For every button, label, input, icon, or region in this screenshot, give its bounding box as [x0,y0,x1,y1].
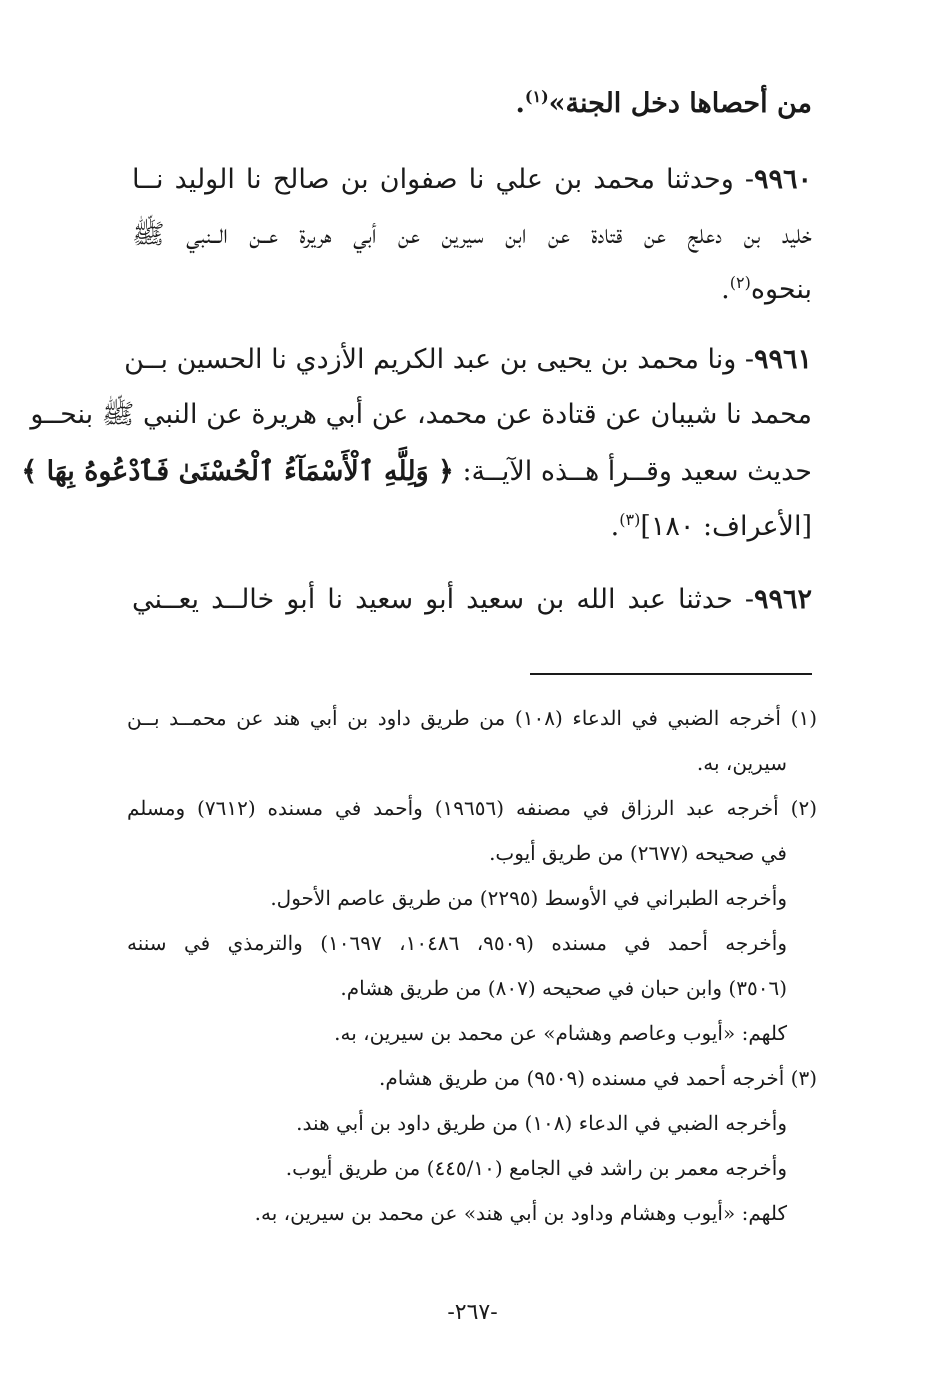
footnote-separator [530,673,812,675]
hadith-text: - حدثنا عبد الله بن سعيد أبو سعيد نا أبو خالــد يعــني [132,584,754,615]
hadith-number: ٩٩٦٠ [753,164,812,195]
hadith-note-ref: (٣) [619,510,641,529]
footnote-line: كلهم: «أيوب وعاصم وهشام» عن محمد بن سيرين، به. [334,1021,787,1045]
hadith-text: حديث سعيد وقــرأ هــذه الآيــة: [462,456,812,487]
footnote-line: كلهم: «أيوب وهشام وداود بن أبي هند» عن محمد بن سيرين، به. [254,1201,787,1225]
hadith-9962-line-1 [132,580,812,620]
heading-note-ref: (١) [524,87,549,106]
hadith-number: ٩٩٦٢ [753,584,812,615]
footnote-line: (٢) أخرجه عبد الرزاق في مصنفه (١٩٦٥٦) وأحمد في مسنده (٧٦١٢) ومسلم [127,796,817,820]
quran-verse: ﴿ وَلِلَّهِ ٱلْأَسْمَآءُ ٱلْحُسْنَىٰ فَٱدْعُوهُ بِهَا ﴾ [21,456,454,487]
footnote-line: وأخرجه الطبراني في الأوسط (٢٢٩٥) من طريق عاصم الأحول. [270,886,787,910]
footnote-line: في صحيحه (٢٦٧٧) من طريق أيوب. [489,841,787,865]
page-number: -٢٦٧- [447,1300,498,1325]
footnote-line: (٣٥٠٦) وابن حبان في صحيحه (٨٠٧) من طريق هشام. [340,976,787,1000]
hadith-note-ref: (٢) [729,273,751,292]
footnote-line: وأخرجه الضبي في الدعاء (١٠٨) من طريق داود بن أبي هند. [296,1111,787,1135]
footnote-line: سيرين، به. [696,751,787,775]
hadith-9961-line-4: [الأعراف: ١٨٠]$^{(٣)}$. [610,510,812,542]
footnote-line: وأخرجه معمر بن راشد في الجامع (٤٤٥/١٠) من طريق أيوب. [285,1156,787,1180]
hadith-9961-line-2: محمد نا شيبان عن قتادة عن محمد، عن أبي هريرة عن النبي ﷺ بنحــو [30,399,812,430]
heading-line: من أحصاها دخل الجنة»$^{(١)}$. [515,87,812,119]
footnote-line: (١) أخرجه الضبي في الدعاء (١٠٨) من طريق داود بن أبي هند عن محمــد بــن [127,706,817,730]
footnote-line: (٣) أخرجه أحمد في مسنده (٩٥٠٩) من طريق هشام. [379,1066,817,1090]
quran-citation: [الأعراف: ١٨٠] [640,511,812,542]
hadith-text: - ونا محمد بن يحيى بن عبد الكريم الأزدي نا الحسين بــن [124,344,754,375]
hadith-9960-line-1 [132,160,812,200]
hadith-9960-line-3: بنحوه$^{(٢)}$. [721,273,812,305]
hadith-text: بنحوه [750,274,812,305]
heading-text: من أحصاها دخل الجنة» [548,88,812,119]
hadith-9961-line-3 [21,452,812,492]
hadith-9961-line-1 [124,340,812,380]
hadith-9960-line-2: خليد بن دعلج عن قتادة عن ابن سيرين عن أبي هريرة عــن الــنبي ﷺ [132,219,812,250]
footnote-line: وأخرجه أحمد في مسنده (٩٥٠٩، ١٠٤٨٦، ١٠٦٩٧) والترمذي في سننه [127,931,788,955]
hadith-number: ٩٩٦١ [753,344,812,375]
hadith-text: - وحدثنا محمد بن علي نا صفوان بن صالح نا الوليد نــا [132,164,754,195]
